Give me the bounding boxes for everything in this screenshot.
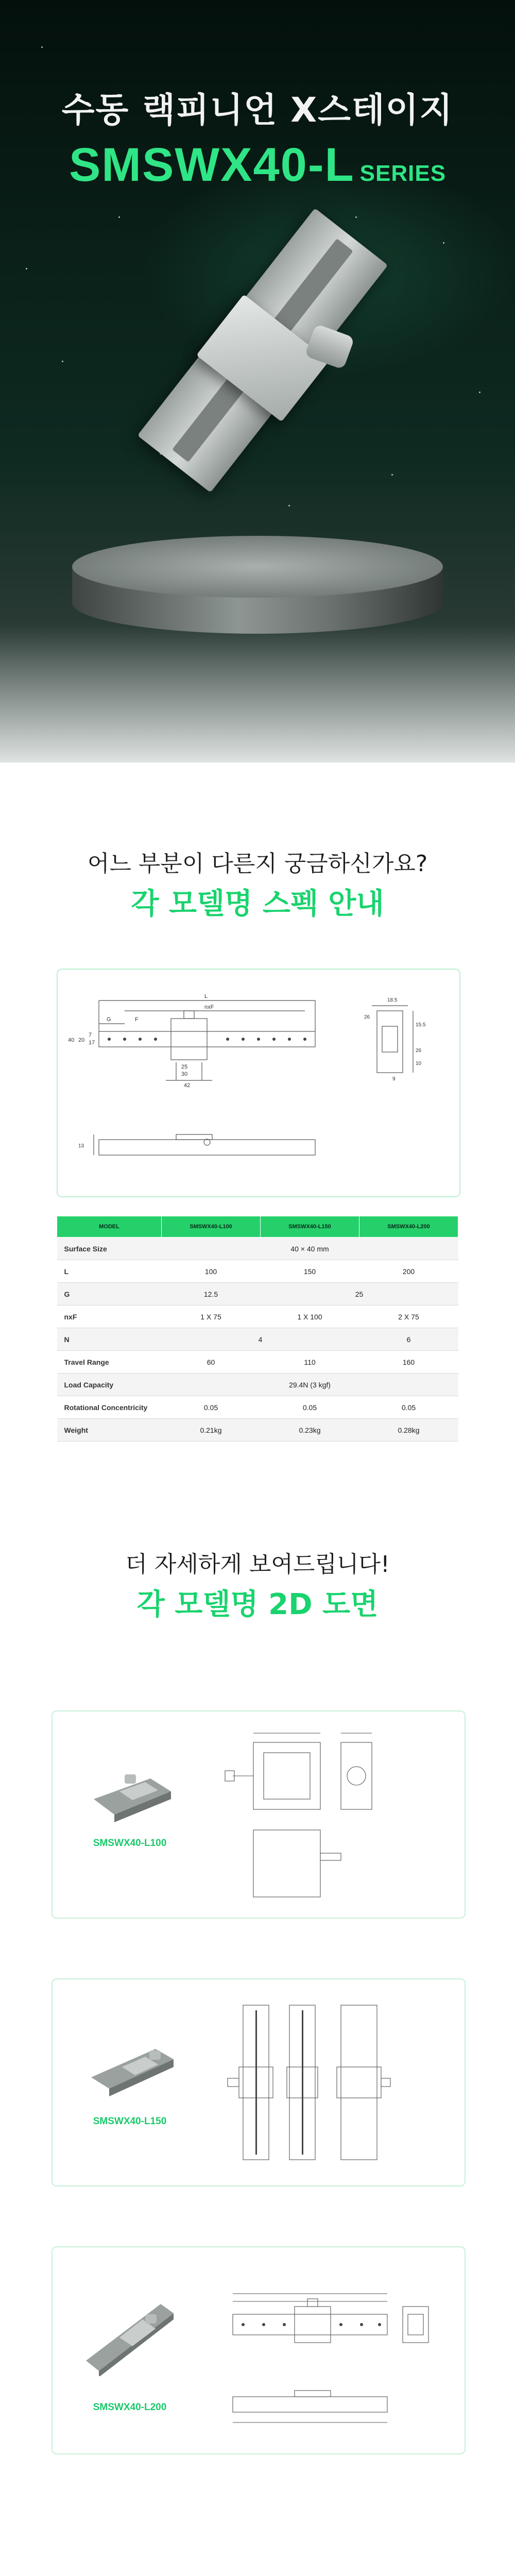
hero-section: [0, 0, 515, 762]
dim-label: 20: [78, 1037, 85, 1043]
technical-drawing: [222, 1990, 449, 2175]
star: [391, 474, 393, 476]
product-thumbnail: [83, 2299, 176, 2376]
carriage-outline-top: [171, 1019, 207, 1060]
row-label: N: [57, 1328, 162, 1351]
table-row: [57, 1328, 458, 1351]
table-cell: 2 X 75: [359, 1306, 458, 1328]
model-label: SMSWX40-L150: [93, 2116, 167, 2127]
pedestal-top: [72, 536, 443, 598]
table-row: [57, 1260, 458, 1283]
drawing-heading: 각 모델명 2D 도면: [136, 1588, 379, 1621]
table-row: [57, 1351, 458, 1374]
row-label: Load Capacity: [57, 1374, 162, 1396]
star: [62, 361, 63, 362]
table-cell: 160: [359, 1351, 458, 1374]
front-view-knob: [204, 1139, 210, 1145]
table-header: SMSWX40-L150: [261, 1216, 359, 1238]
drawing-card: [52, 2246, 466, 2454]
front-view-outline: [99, 1140, 315, 1155]
star: [443, 242, 444, 244]
knob-outline-top: [184, 1011, 194, 1019]
dim-label: 9: [392, 1076, 396, 1082]
table-cell: 0.05: [261, 1396, 359, 1419]
product-thumbnail: [89, 1768, 176, 1825]
table-cell: 0.28kg: [359, 1419, 458, 1442]
table-cell: 0.05: [359, 1396, 458, 1419]
table-header-row: [57, 1216, 458, 1238]
table-row: [57, 1306, 458, 1328]
star: [288, 505, 290, 506]
table-cell: 60: [162, 1351, 261, 1374]
star: [355, 216, 357, 218]
row-label: L: [57, 1260, 162, 1283]
table-cell: 12.5: [162, 1283, 261, 1306]
dim-label: 17: [89, 1040, 95, 1046]
table-cell: 0.05: [162, 1396, 261, 1419]
table-cell: 100: [162, 1260, 261, 1283]
spec-drawing: [57, 969, 460, 1197]
dimension-drawing: [58, 970, 459, 1196]
dim-label: 13: [78, 1143, 84, 1149]
star: [26, 268, 27, 269]
table-header: SMSWX40-L100: [162, 1216, 261, 1238]
table-cell: 40 × 40 mm: [162, 1238, 458, 1260]
table-cell: 1 X 100: [261, 1306, 359, 1328]
dim-label: nxF: [204, 1004, 214, 1010]
table-cell: 4: [162, 1328, 359, 1351]
model-label: SMSWX40-L200: [93, 2402, 167, 2413]
drawing-section: [0, 1453, 515, 2576]
technical-drawing: [222, 1722, 449, 1907]
table-cell: 110: [261, 1351, 359, 1374]
spec-question: 어느 부분이 다른지 궁금하신가요?: [87, 851, 428, 877]
table-header: SMSWX40-L200: [359, 1216, 458, 1238]
dim-label: 26: [416, 1048, 422, 1054]
technical-drawing: [222, 2258, 449, 2443]
table-cell: 1 X 75: [162, 1306, 261, 1328]
dim-label: F: [135, 1016, 139, 1023]
dim-label: 42: [184, 1082, 191, 1089]
table-cell: 25: [261, 1283, 458, 1306]
table-row: [57, 1419, 458, 1442]
table-cell: 0.21kg: [162, 1419, 261, 1442]
dim-label: 7: [89, 1032, 92, 1038]
model-name: SMSWX40-L: [68, 139, 355, 191]
row-label: Travel Range: [57, 1351, 162, 1374]
row-label: G: [57, 1283, 162, 1306]
table-cell: 200: [359, 1260, 458, 1283]
series-label: SERIES: [359, 161, 447, 186]
table-cell: 150: [261, 1260, 359, 1283]
dim-label: 18.5: [387, 997, 398, 1003]
spec-table: [57, 1216, 458, 1442]
dim-label: 25: [181, 1064, 188, 1070]
drawing-question: 더 자세하게 보여드립니다!: [125, 1551, 390, 1578]
dim-label: L: [204, 993, 208, 999]
star: [41, 46, 43, 48]
star: [118, 216, 120, 218]
dim-label: 15.5: [416, 1022, 426, 1028]
table-row: [57, 1283, 458, 1306]
model-label: SMSWX40-L100: [93, 1838, 167, 1849]
table-cell: 0.23kg: [261, 1419, 359, 1442]
spec-heading: 각 모델명 스펙 안내: [131, 887, 384, 921]
table-header: MODEL: [57, 1216, 162, 1238]
hero-model: [0, 138, 515, 192]
table-cell: 29.4N (3 kgf): [162, 1374, 458, 1396]
dim-label: G: [107, 1016, 111, 1023]
side-view-outline: [377, 1011, 403, 1073]
dim-label: 40: [68, 1037, 75, 1043]
dim-label: 30: [181, 1071, 188, 1077]
hero-title: 수동 랙피니언 X스테이지: [61, 90, 454, 130]
drawing-card: [52, 1710, 466, 1919]
row-label: nxF: [57, 1306, 162, 1328]
dim-label: 10: [416, 1061, 422, 1066]
table-cell: 6: [359, 1328, 458, 1351]
dim-label: 26: [364, 1014, 370, 1020]
spec-section: [0, 762, 515, 1453]
side-view-inner: [382, 1026, 398, 1052]
table-row: [57, 1238, 458, 1260]
row-label: Weight: [57, 1419, 162, 1442]
table-row: [57, 1396, 458, 1419]
product-thumbnail: [89, 2041, 176, 2098]
row-label: Surface Size: [57, 1238, 162, 1260]
table-row: [57, 1374, 458, 1396]
star: [479, 392, 480, 393]
row-label: Rotational Concentricity: [57, 1396, 162, 1419]
drawing-card: [52, 1978, 466, 2187]
